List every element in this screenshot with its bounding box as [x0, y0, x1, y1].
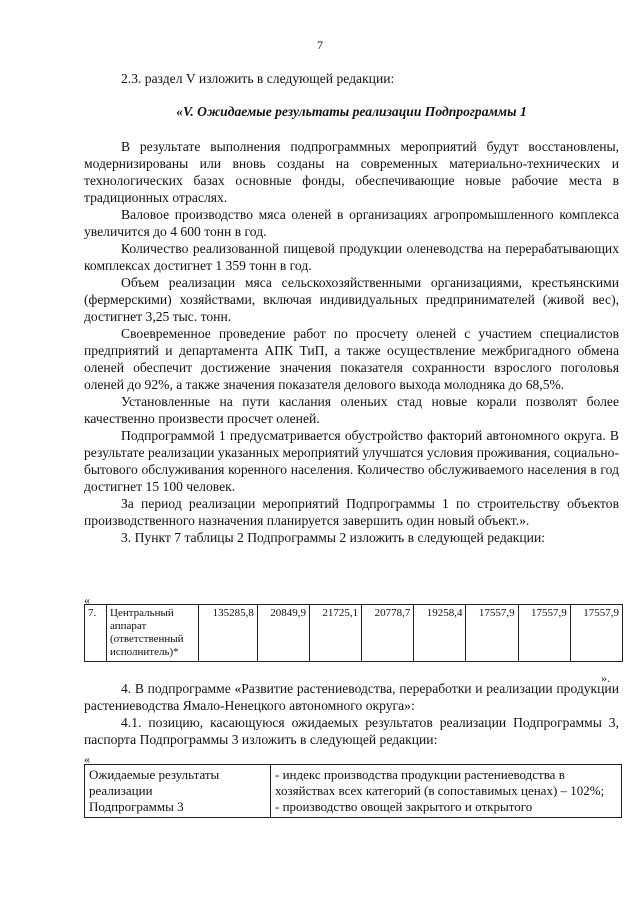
page-number: 7: [317, 38, 323, 52]
passport-left-line: реализации: [89, 783, 153, 798]
amendment-intro: [84, 70, 619, 87]
row-name-line: аппарат: [110, 620, 147, 632]
intro-text: 2.3. раздел V изложить в следующей редакции:: [121, 71, 395, 86]
item-4-block: [84, 680, 619, 748]
value-cell: 17557,9: [518, 605, 570, 662]
value-cell: 20849,9: [257, 605, 309, 662]
row-name-line: (ответственный: [110, 633, 184, 645]
funding-table: [84, 604, 623, 662]
quote-close-1: ».: [601, 671, 610, 685]
row-name-line: исполнитель)*: [110, 646, 179, 658]
value-cell: 17557,9: [570, 605, 622, 662]
passport-left-cell: [85, 765, 271, 818]
row-name: [107, 605, 199, 662]
section-title-block: [84, 103, 619, 120]
passport-left-line: Подпрограммы 3: [89, 799, 184, 814]
passport-left-line: Ожидаемые результаты: [89, 767, 220, 782]
quote-open-2: «: [84, 752, 90, 766]
value-cell: 19258,4: [414, 605, 466, 662]
table-row: [85, 765, 622, 818]
paragraph-3: Количество реализованной пищевой продукции оленеводства на перерабатывающих комплексах достигнет 1 359 тонн в год.: [84, 241, 619, 273]
passport-right-line: - производство овощей закрытого и открытого: [275, 799, 533, 814]
value-cell: 20778,7: [362, 605, 414, 662]
paragraph-5: Своевременное проведение работ по просчету оленей с участием специалистов предприятий и департамента АПК ТиП, а также осуществление межбригадного обмена оленей обеспечит достижение значения показателя сохранности взрослого поголовья оленей до 92%, а также значения показателя делового выхода молодняка до 68,5%.: [84, 326, 619, 392]
section-title: «V. Ожидаемые результаты реализации Подпрограммы 1: [176, 104, 527, 119]
section-body: [84, 138, 619, 546]
passport-table: [84, 764, 622, 818]
paragraph-6: Установленные на пути каслания оленьих стад новые корали позволят более качественно произвести просчет оленей.: [84, 394, 619, 426]
paragraph-7: Подпрограммой 1 предусматривается обустройство факторий автономного округа. В результате реализации указанных мероприятий улучшатся условия проживания, социально-бытового обслуживания коренного населения. Количество обслуживаемого населения в год достигнет 15 100 человек.: [84, 428, 619, 494]
passport-right-line: - индекс производства продукции растениеводства в хозяйствах всех категорий (в сопоставимых ценах) – 102%;: [275, 767, 605, 798]
value-cell: 21725,1: [310, 605, 362, 662]
item-4-text: 4. В подпрограмме «Развитие растениеводства, переработки и реализации продукции растениеводства Ямало-Ненецкого автономного округа»:: [84, 681, 619, 713]
row-name-line: Центральный: [110, 607, 174, 619]
paragraph-2: Валовое производство мяса оленей в организациях агропромышленного комплекса увеличится до 4 600 тонн в год.: [84, 207, 619, 239]
passport-right-cell: [271, 765, 622, 818]
table-row: [85, 605, 623, 662]
paragraph-8: За период реализации мероприятий Подпрограммы 1 по строительству объектов производственного назначения планируется завершить один новый объект.».: [84, 496, 619, 528]
paragraph-1: В результате выполнения подпрограммных мероприятий будут восстановлены, модернизированы или вновь созданы на современных материально-технических и технологических базах основные фонды, обеспечивающие новые рабочие места в традиционных отраслях.: [84, 139, 619, 205]
value-cell: 17557,9: [466, 605, 518, 662]
value-cell: 135285,8: [199, 605, 258, 662]
item-4-1-text: 4.1. позицию, касающуюся ожидаемых результатов реализации Подпрограммы 3, паспорта Подпрограммы 3 изложить в следующей редакции:: [84, 715, 619, 747]
row-number: 7.: [85, 605, 107, 662]
quote-open-1: «: [84, 593, 90, 607]
paragraph-4: Объем реализации мяса сельскохозяйственными организациями, крестьянскими (фермерскими) хозяйствами, включая индивидуальных предпринимателей (живой вес), достигнет 3,25 тыс. тонн.: [84, 275, 619, 324]
item-3-text: 3. Пункт 7 таблицы 2 Подпрограммы 2 изложить в следующей редакции:: [121, 530, 545, 545]
